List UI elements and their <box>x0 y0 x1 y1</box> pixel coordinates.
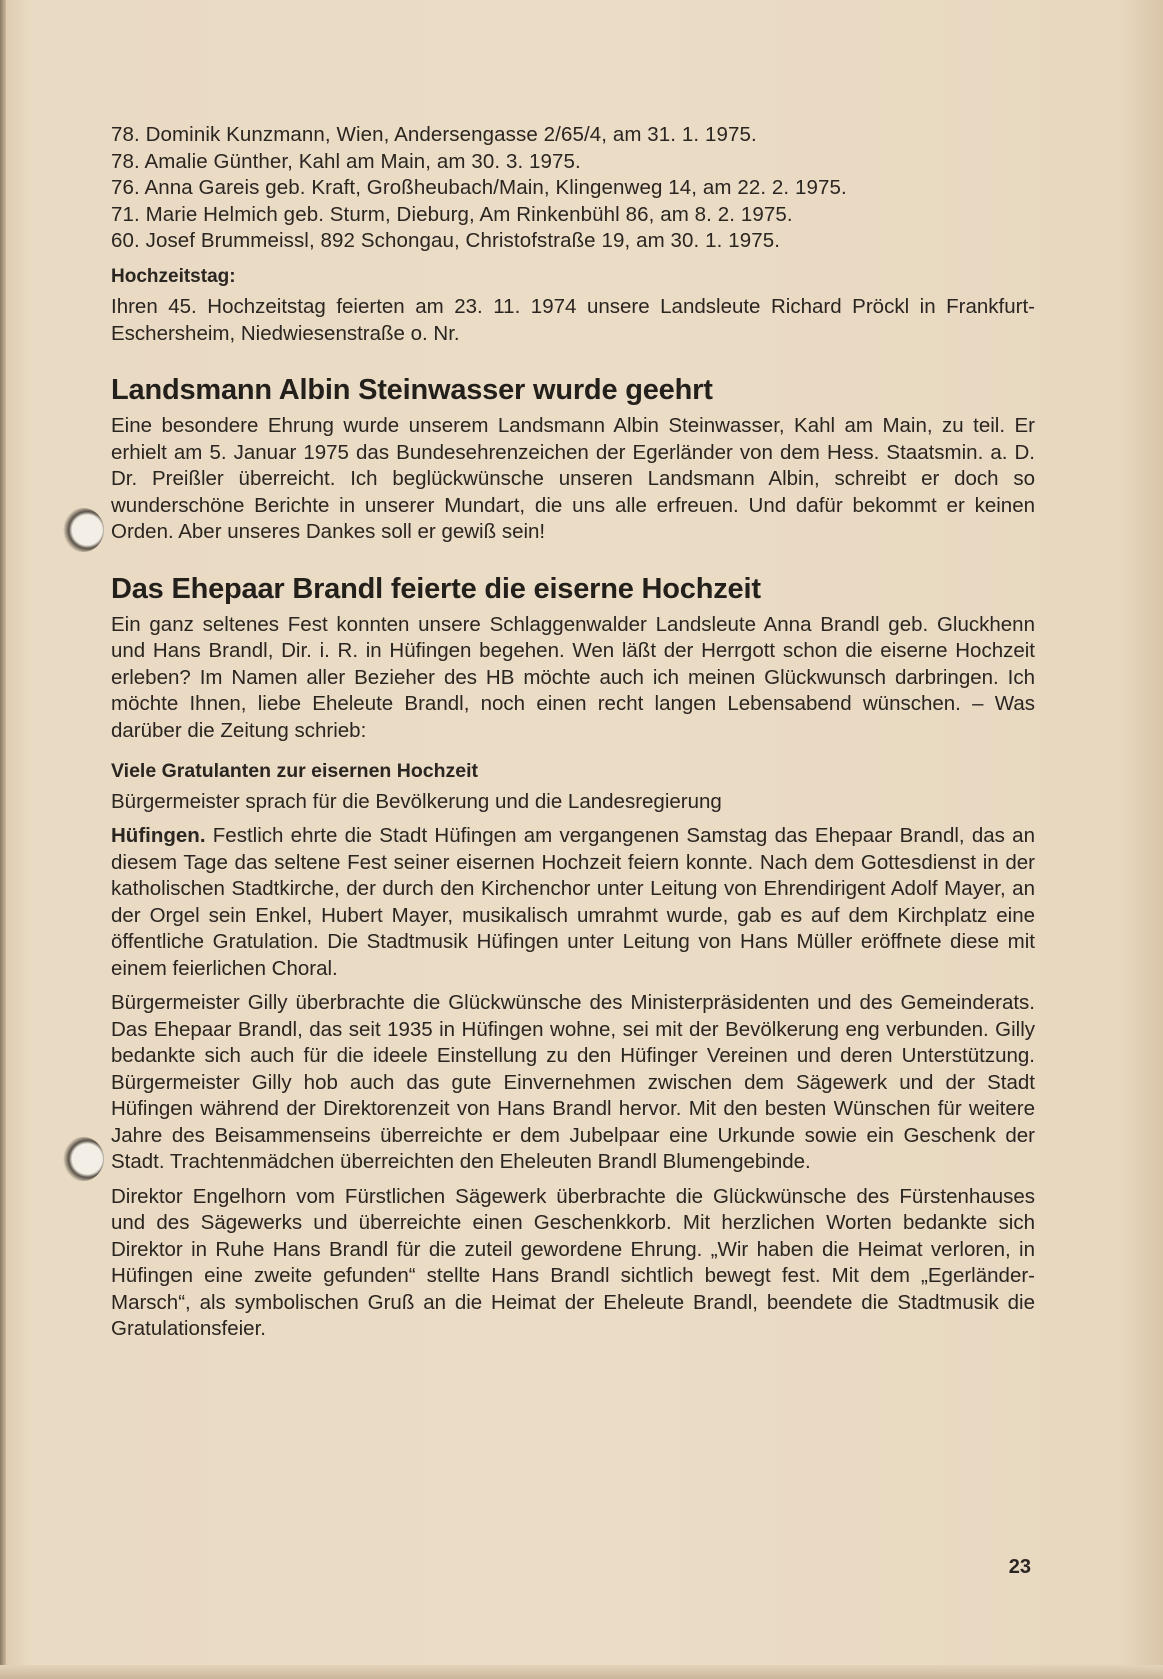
article-2-paragraph-1 <box>111 823 1035 982</box>
page-content <box>111 122 1035 1351</box>
list-item: 76. Anna Gareis geb. Kraft, Großheubach/Main, Klingenweg 14, am 22. 2. 1975. <box>111 176 847 199</box>
article-2-intro: Ein ganz seltenes Fest konnten unsere Schlaggenwalder Landsleute Anna Brandl geb. Gluckhenn und Hans Brandl, Dir. i. R. in Hüfingen begehen. Wen läßt der Herrgott schon die eiserne Hochzeit erleben? Im Namen aller Bezieher des HB möchte auch ich meinen Glückwunsch darbringen. Ich möchte Ihnen, liebe Eheleute Brandl, noch einen recht langen Lebensabend wünschen. – Was darüber die Zeitung schrieb: <box>111 612 1035 742</box>
article-2-title: Das Ehepaar Brandl feierte die eiserne Hochzeit <box>111 572 761 605</box>
dateline: Hüfingen. <box>111 824 206 847</box>
birthday-list <box>111 122 1035 255</box>
paragraph-text: Festlich ehrte die Stadt Hüfingen am vergangenen Samstag das Ehepaar Brandl, das an diesem Tage das seltene Fest seiner eisernen Hochzeit feiern konnte. Nach dem Gottesdienst in der katholischen Stadtkirche, der durch den Kirchenchor unter Leitung von Ehrendirigent Adolf Mayer, an der Orgel sein Enkel, Hubert Mayer, musikalisch umrahmt wurde, gab es auf dem Kirchplatz eine öffentliche Gratulation. Die Stadtmusik Hüfingen unter Leitung von Hans Müller eröffnete diese mit einem feierlichen Choral. <box>111 824 1035 980</box>
wedding-day-text: Ihren 45. Hochzeitstag feierten am 23. 11. 1974 unsere Landsleute Richard Pröckl in Frankfurt-Eschersheim, Niedwiesenstraße o. Nr. <box>111 295 1035 345</box>
list-item: 71. Marie Helmich geb. Sturm, Dieburg, Am Rinkenbühl 86, am 8. 2. 1975. <box>111 202 793 226</box>
punch-hole <box>62 508 104 552</box>
article-1-text: Eine besondere Ehrung wurde unserem Landsmann Albin Steinwasser, Kahl am Main, zu teil. Er erhielt am 5. Januar 1975 das Bundesehrenzeichen der Egerländer von dem Hess. Staatsmin. a. D. Dr. Preißler überreicht. Ich beglückwünsche unseren Landsmann Albin, schreibt er doch so wunderschöne Berichte in unserer Mundart, die uns alle erfreuen. Und dafür bekommt er keinen Orden. Aber unseres Dankes soll er gewiß sein! <box>111 414 1035 543</box>
list-item: 60. Josef Brummeissl, 892 Schongau, Christofstraße 19, am 30. 1. 1975. <box>111 229 781 252</box>
list-item: 78. Dominik Kunzmann, Wien, Andersengasse 2/65/4, am 31. 1. 1975. <box>111 123 757 146</box>
wedding-day-label: Hochzeitstag: <box>111 265 236 287</box>
article-2-subhead: Viele Gratulanten zur eisernen Hochzeit <box>111 760 478 782</box>
list-item: 78. Amalie Günther, Kahl am Main, am 30. 3. 1975. <box>111 149 581 173</box>
article-2-paragraph-2: Bürgermeister Gilly überbrachte die Glückwünsche des Ministerpräsidenten und des Gemeinderats. Das Ehepaar Brandl, das seit 1935 in Hüfingen wohne, sei mit der Bevölkerung eng verbunden. Gilly bedankte sich auch für die ideele Einstellung zu den Hüfinger Vereinen und deren Unterstützung. Bürgermeister Gilly hob auch das gute Einvernehmen zwischen dem Sägewerk und der Stadt Hüfingen während der Direktorenzeit von Hans Brandl hervor. Mit den besten Wünschen für weitere Jahre des Beisammenseins überreichte er dem Jubelpaar eine Urkunde sowie ein Geschenk der Stadt. Trachtenmädchen überreichten den Eheleuten Brandl Blumengebinde. <box>111 991 1035 1173</box>
page-spine-edge <box>0 0 6 1679</box>
article-2-paragraph-3: Direktor Engelhorn vom Fürstlichen Sägewerk überbrachte die Glückwünsche des Fürstenhauses und des Sägewerks und überreichte einen Geschenkkorb. Mit herzlichen Worten bedankte sich Direktor in Ruhe Hans Brandl für die zuteil gewordene Ehrung. „Wir haben die Heimat verloren, in Hüfingen eine zweite gefunden“ stellte Hans Brandl sichtlich bewegt fest. Mit dem „Egerländer-Marsch“, als symbolischen Gruß an die Heimat der Eheleute Brandl, beendete die Stadtmusik die Gratulationsfeier. <box>111 1184 1035 1340</box>
punch-hole <box>62 1137 104 1181</box>
article-1-title: Landsmann Albin Steinwasser wurde geehrt <box>111 374 713 406</box>
article-2-subline: Bürgermeister sprach für die Bevölkerung und die Landesregierung <box>111 789 722 813</box>
page-number: 23 <box>1008 1556 1031 1578</box>
page-bottom-edge <box>0 1665 1163 1679</box>
